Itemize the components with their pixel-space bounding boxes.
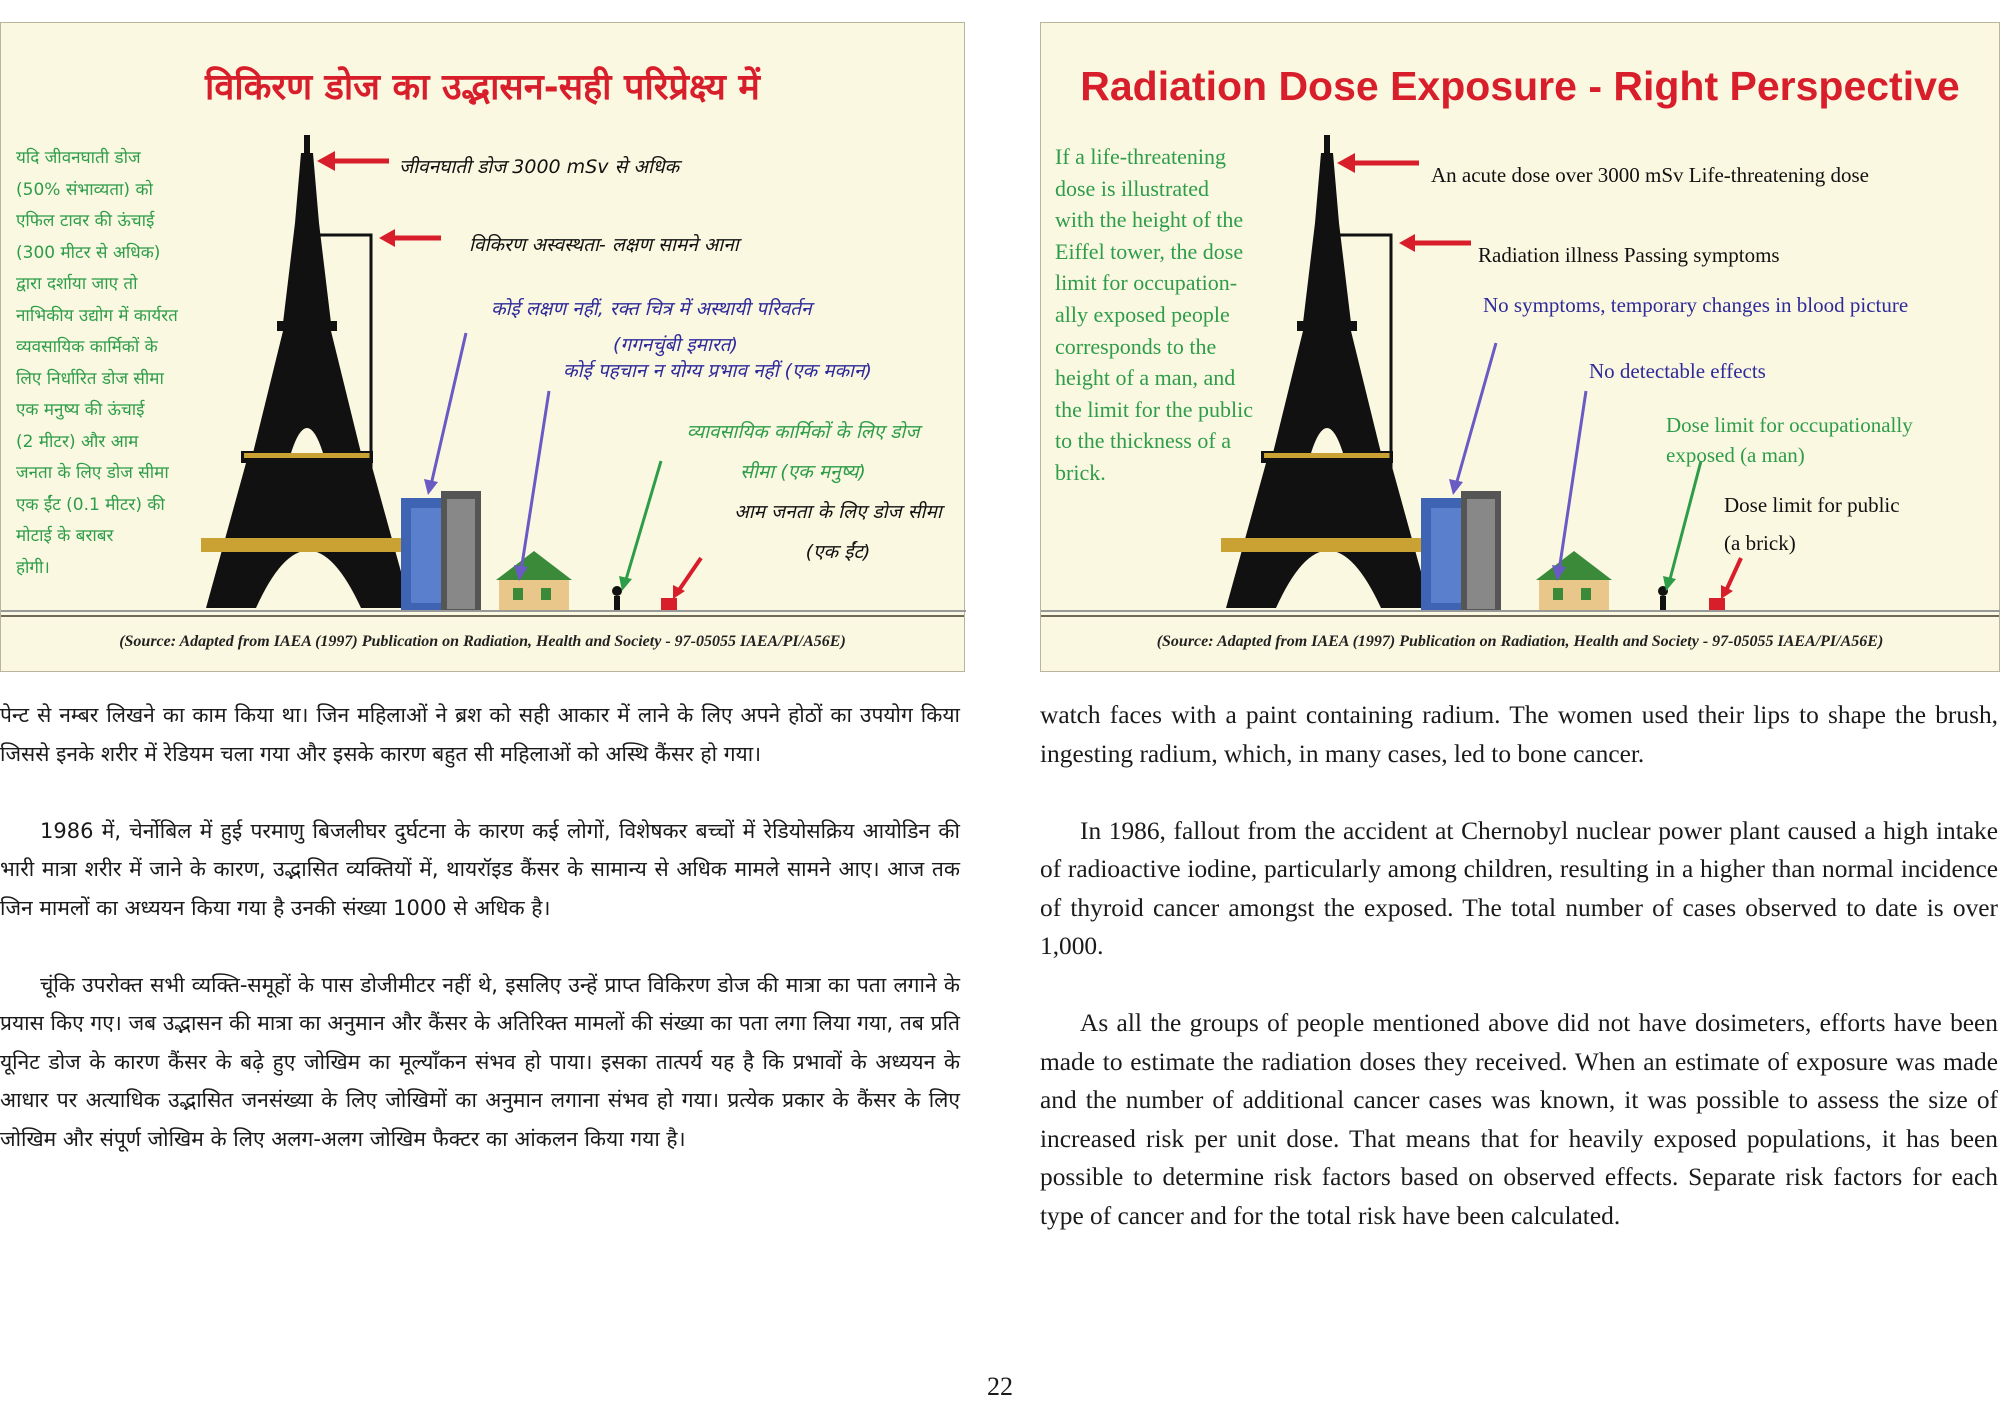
house-icon (1536, 551, 1612, 610)
label-occupational-limit-1: व्यावसायिक कार्मिकों के लिए डोज (686, 421, 920, 443)
hindi-paragraph-1: पेन्ट से नम्बर लिखने का काम किया था। जिन महिलाओं ने ब्रश को सही आकार में लाने के लिए अपने होठों का उपयोग किया जिससे इनके शरीर में रेडियम चला गया और इसके कारण बहुत सी महिलाओं को अस्थि कैंसर हो गया। (0, 703, 960, 766)
hindi-paragraph-2: 1986 में, चेर्नोबिल में हुई परमाणु बिजलीघर दुर्घटना के कारण कई लोगों, विशेषकर बच्चों में रेडियोसक्रिय आयोडिन की भारी मात्रा शरीर में जाने के कारण, उद्भासित व्यक्तियों में, थायरॉइड कैंसर के सामान्य से अधिक मामले सामने आए। आज तक जिन मामलों का अध्ययन किया गया है उनकी संख्या 1000 से अधिक है। (0, 818, 960, 920)
figure-side-text: यदि जीवनघाती डोज (50% संभाव्यता) को एफिल टावर की ऊंचाई (300 मीटर से अधिक) द्वारा दर्शाया जाए तो नाभिकीय उद्योग में कार्यरत व्यवसायिक कार्मिकों के लिए निर्धारित डोज सीमा एक मनुष्य की ऊंचाई (2 मीटर) और आम जनता के लिए डोज सीमा एक ईंट (0.1 मीटर) की मोटाई के बराबर होगी। (16, 148, 178, 578)
english-paragraph-1: watch faces with a paint containing radium. The women used their lips to shape the brush, ingesting radium, which, in many cases, led to bone cancer. (1040, 701, 1998, 768)
label-no-symptoms: No symptoms, temporary changes in blood picture (1483, 293, 1909, 317)
brick-icon (1709, 598, 1725, 610)
hindi-body-text (0, 696, 960, 1197)
english-body-text (1040, 696, 1998, 1274)
label-skyscraper: (गगनचुंबी इमारत) (613, 334, 738, 356)
figure-title: विकिरण डोज का उद्भासन-सही परिप्रेक्ष्य में (205, 67, 760, 108)
skyscraper-icon (401, 491, 481, 611)
label-occupational-limit-2: exposed (a man) (1666, 443, 1805, 467)
label-public-limit-1: Dose limit for public (1724, 493, 1900, 517)
label-radiation-illness: Radiation illness Passing symptoms (1478, 243, 1780, 267)
house-icon (496, 551, 572, 610)
label-public-limit-2: (एक ईंट) (805, 541, 871, 563)
figure-source: (Source: Adapted from IAEA (1997) Publication on Radiation, Health and Society - 97-05055 IAEA/PI/A56E) (1, 615, 964, 671)
label-lethal-dose: An acute dose over 3000 mSv Life-threatening dose (1431, 163, 1869, 187)
label-radiation-illness: विकिरण अस्वस्थता- लक्षण सामने आना (469, 234, 739, 256)
page-number: 22 (987, 1372, 1013, 1401)
figure-side-text: If a life-threatening dose is illustrated with the height of the Eiffel tower, the dose limit for occupation- ally exposed people corresponds to the height of a man, and the limit for the public to the thickness of a brick. (1055, 144, 1253, 485)
english-paragraph-2: In 1986, fallout from the accident at Chernobyl nuclear power plant caused a high intake of radioactive iodine, particularly among children, resulting in a higher than normal incidence of thyroid cancer amongst the exposed. The total number of cases observed to date is over 1,000. (1040, 816, 1998, 960)
label-no-effect: कोई पहचान न योग्य प्रभाव नहीं (एक मकान) (563, 360, 872, 382)
english-figure (1040, 22, 2000, 672)
label-no-effect: No detectable effects (1589, 359, 1766, 383)
hindi-paragraph-3: चूंकि उपरोक्त सभी व्यक्ति-समूहों के पास डोजीमीटर नहीं थे, इसलिए उन्हें प्राप्त विकिरण डोज की मात्रा का पता लगाने के प्रयास किए गए। जब उद्भासन की मात्रा का अनुमान और कैंसर के अतिरिक्त मामलों की संख्या का पता लगा लिया गया, तब प्रति यूनिट डोज के कारण कैंसर के बढ़े हुए जोखिम का मूल्यॉंकन संभव हो पाया। इसका तात्पर्य यह है कि प्रभावों के अध्ययन के आधार पर अत्याधिक उद्भासित जनसंख्या के लिए जोखिमों का अनुमान लगाना संभव हो गया। प्रत्येक प्रकार के कैंसर के लिए जोखिम और संपूर्ण जोखिम के लिए अलग-अलग जोखिम फैक्टर का आंकलन किया गया है। (0, 972, 960, 1151)
label-public-limit-2: (a brick) (1724, 531, 1796, 555)
english-paragraph-3: As all the groups of people mentioned above did not have dosimeters, efforts have been made to estimate the radiation doses they received. When an estimate of exposure was made and the number of additional cancer cases was known, it was possible to assess the size of increased risk per unit dose. That means that for heavily exposed populations, it has been possible to determine risk factors based on observed effects. Separate risk factors for each type of cancer and for the total risk have been calculated. (1040, 1009, 1998, 1230)
label-public-limit-1: आम जनता के लिए डोज सीमा (734, 501, 942, 523)
brick-icon (661, 598, 677, 610)
figure-source: (Source: Adapted from IAEA (1997) Publication on Radiation, Health and Society - 97-05055 IAEA/PI/A56E) (1041, 615, 1999, 671)
figure-title: Radiation Dose Exposure - Right Perspective (1080, 63, 1960, 109)
label-lethal-dose: जीवनघाती डोज 3000 mSv से अधिक (399, 156, 680, 178)
hindi-figure (0, 22, 965, 672)
man-icon (612, 586, 622, 610)
eiffel-tower-icon (201, 135, 411, 608)
skyscraper-icon (1421, 491, 1501, 611)
label-occupational-limit-2: सीमा (एक मनुष्य) (740, 461, 866, 483)
label-no-symptoms: कोई लक्षण नहीं, रक्त चित्र में अस्थायी परिवर्तन (491, 298, 812, 320)
label-occupational-limit-1: Dose limit for occupationally (1666, 413, 1913, 437)
